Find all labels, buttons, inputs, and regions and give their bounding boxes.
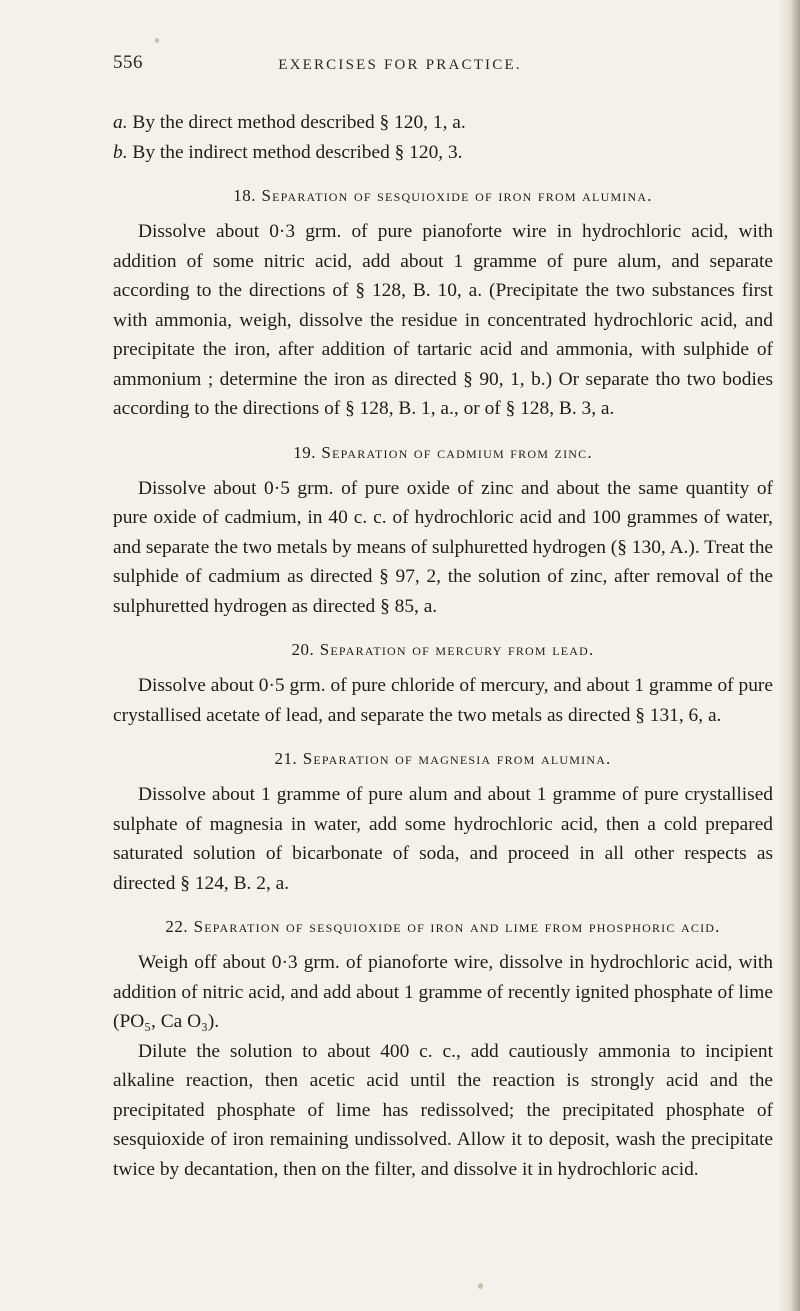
item-text: By the direct method described § 120, 1, a. xyxy=(127,112,466,133)
section-number: 20. xyxy=(291,640,315,659)
section-title: Separation of magnesia from alumina. xyxy=(302,749,612,768)
section-paragraph: Dissolve about 1 gramme of pure alum and about 1 gramme of pure crystallised sulphate of magnesia in water, add some hydrochloric acid, then a cold prepared saturated solution of bicarbonate of soda, and proceed in all other respects as directed § 124, B. 2, a. xyxy=(113,784,773,894)
section-title: Separation of mercury from lead. xyxy=(319,640,595,659)
section-paragraph: Dissolve about 0·3 grm. of pure pianoforte wire in hydrochloric acid, with addition of some nitric acid, add about 1 gramme of pure alum, and separate according to the directions of § 128, B. 10, a. (Precipitate the two substances first with ammonia, weigh, dissolve the residue in concentrated hydrochloric acid, and precipitate the iron, after addition of tartaric acid and ammonia, with sulphide of ammonium ; determine the iron as directed § 90, 1, b.) Or separate tho two bodies according to the directions of § 128, B. 1, a., or of § 128, B. 3, a. xyxy=(113,221,773,419)
section-number: 19. xyxy=(293,442,316,462)
section-heading-18 xyxy=(113,181,773,210)
list-item xyxy=(113,108,773,138)
section-number: 18. xyxy=(233,186,257,205)
item-text: By the indirect method described § 120, 3. xyxy=(127,141,463,163)
section-paragraph: Dissolve about 0·5 grm. of pure chloride of mercury, and about 1 gramme of pure crystallised acetate of lead, and separate the two metals as directed § 131, 6, a. xyxy=(113,675,773,726)
page-body xyxy=(113,108,773,1184)
section-number: 21. xyxy=(274,749,298,768)
running-title: EXERCISES FOR PRACTICE. xyxy=(278,57,522,73)
section-heading-19 xyxy=(113,438,773,467)
section-paragraph: Dissolve about 0·5 grm. of pure oxide of zinc and about the same quantity of pure oxide of cadmium, in 40 c. c. of hydrochloric acid and 100 grammes of water, and separate the two metals by means of sulphuretted hydrogen (§ 130, A.). Treat the sulphide of cadmium as directed § 97, 2, the solution of zinc, after removal of the sulphuretted hydrogen as directed § 85, a. xyxy=(113,477,773,617)
item-label: b. xyxy=(113,141,128,163)
section-paragraph: Dilute the solution to about 400 c. c., add cautiously ammonia to incipient alkaline reaction, then acetic acid until the reaction is strongly acid and the precipitated phosphate of lime has redissolved; the precipitated phosphate of sesquioxide of iron remaining undissolved. Allow it to deposit, wash the precipitate twice by decantation, then on the filter, and dissolve it in hydrochloric acid. xyxy=(113,1040,773,1180)
page-number: 556 xyxy=(113,52,143,73)
page-binding-shadow xyxy=(778,0,800,1311)
section-heading-22 xyxy=(113,912,773,941)
paper-speck xyxy=(478,1283,483,1289)
item-label: a. xyxy=(113,112,128,133)
section-heading-21 xyxy=(113,744,773,773)
section-title: Separation of sesquioxide of iron and lime from phosphoric acid. xyxy=(193,917,721,936)
section-title: Separation of cadmium from zinc. xyxy=(321,442,593,462)
section-paragraph: Weigh off about 0·3 grm. of pianoforte wire, dissolve in hydrochloric acid, with addition of nitric acid, and add about 1 gramme of recently ignited phosphate of lime (PO₅, Ca O₃). xyxy=(113,952,773,1032)
section-heading-20 xyxy=(113,635,773,664)
list-item xyxy=(113,138,773,168)
section-title: Separation of sesquioxide of iron from alumina. xyxy=(261,186,653,205)
section-number: 22. xyxy=(165,917,189,936)
paper-speck xyxy=(155,38,159,43)
